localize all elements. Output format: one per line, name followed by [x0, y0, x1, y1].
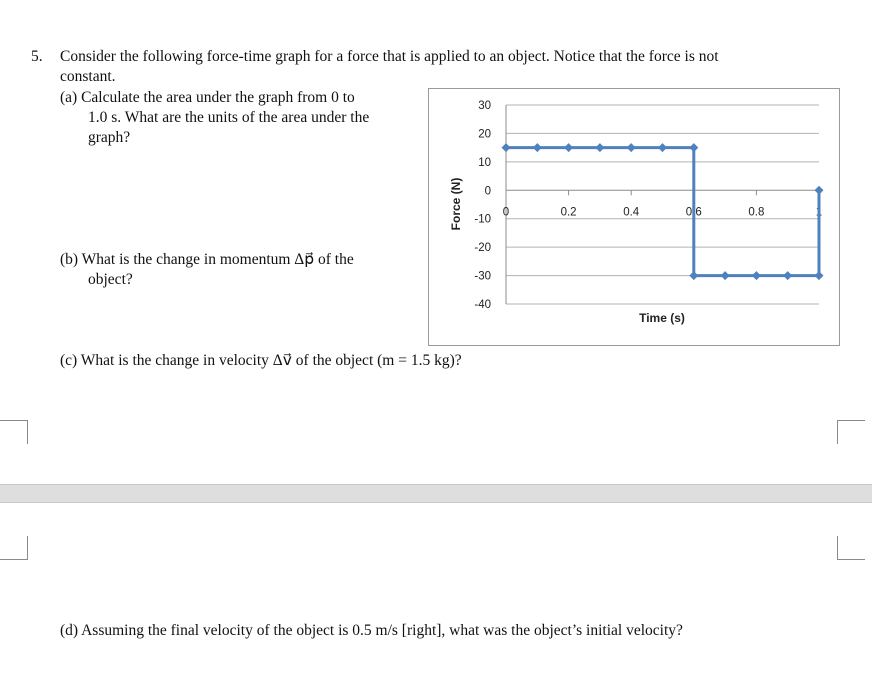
y-tick-label: 30 [478, 100, 491, 112]
crop-mark-bottom-left [0, 536, 28, 560]
crop-mark-top-left [0, 420, 28, 444]
data-point [658, 143, 667, 152]
part-a-line2: 1.0 s. What are the units of the area under the [88, 109, 370, 126]
data-point [752, 271, 761, 280]
data-point [689, 143, 698, 152]
question-intro-line2: constant. [60, 68, 116, 85]
part-b-line1: (b) What is the change in momentum Δp⃗ of the [60, 251, 354, 268]
data-point [564, 143, 573, 152]
part-d: (d) Assuming the final velocity of the object is 0.5 m/s [right], what was the object’s initial velocity? [60, 622, 683, 639]
data-point [502, 143, 511, 152]
force-series-line [506, 148, 819, 276]
y-axis-label: Force (N) [449, 177, 463, 231]
x-tick-label: 0 [502, 206, 510, 219]
question-intro-line1: Consider the following force-time graph for a force that is applied to an object. Notice that the force is not [60, 48, 719, 65]
chart-svg [429, 89, 839, 345]
y-tick-label: -40 [474, 299, 491, 311]
x-tick-label: 0.6 [685, 206, 702, 219]
x-tick-label: 0.4 [623, 206, 640, 219]
x-tick-label: 0.2 [560, 206, 577, 219]
data-point [689, 271, 698, 280]
y-tick-label: -10 [474, 213, 491, 226]
question-number: 5. [31, 48, 43, 65]
page-break-band [0, 484, 872, 503]
x-axis-label: Time (s) [639, 311, 685, 325]
y-tick-label: 0 [484, 185, 491, 198]
data-point [783, 271, 792, 280]
x-tick-label: 0.8 [748, 206, 765, 219]
crop-mark-top-right [837, 420, 865, 444]
part-a-line1: (a) Calculate the area under the graph from 0 to [60, 89, 355, 106]
data-point [815, 186, 824, 195]
y-tick-label: 10 [478, 156, 491, 169]
data-point [595, 143, 604, 152]
data-point [533, 143, 542, 152]
data-point [721, 271, 730, 280]
part-c: (c) What is the change in velocity Δv⃗ of the object (m = 1.5 kg)? [60, 352, 462, 369]
data-point [627, 143, 636, 152]
force-time-chart [428, 88, 840, 346]
y-tick-label: -30 [474, 270, 491, 283]
part-a-line3: graph? [88, 129, 131, 146]
x-tick-label: 1 [815, 206, 823, 219]
data-point [815, 271, 824, 280]
crop-mark-bottom-right [837, 536, 865, 560]
y-tick-label: -20 [474, 242, 491, 255]
y-tick-label: 20 [478, 128, 491, 141]
part-b-line2: object? [88, 271, 133, 288]
